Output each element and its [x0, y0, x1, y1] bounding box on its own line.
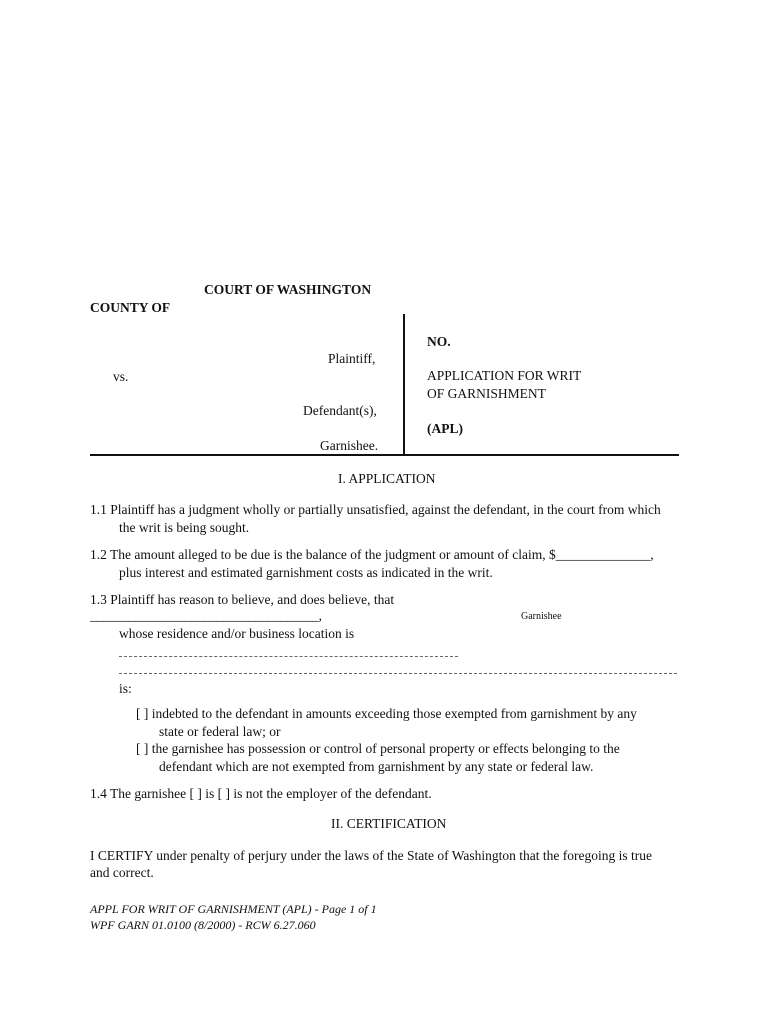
residence-label: whose residence and/or business location is	[119, 626, 355, 641]
option-possession-line2: defendant which are not exempted from garnishment by any state or federal law.	[159, 759, 594, 774]
paragraph-1-2-line1: 1.2 The amount alleged to be due is the balance of the judgment or amount of claim, $______________,	[90, 547, 654, 562]
defendant-label: Defendant(s),	[303, 403, 377, 418]
footer-line1: APPL FOR WRIT OF GARNISHMENT (APL) - Page 1 of 1	[90, 902, 377, 916]
case-number-label: NO.	[427, 334, 451, 349]
paragraph-1-3: 1.3 Plaintiff has reason to believe, and does believe, that	[90, 592, 395, 607]
vs-label: vs.	[113, 369, 129, 384]
option-indebted-line1: [ ] indebted to the defendant in amounts exceeding those exempted from garnishment by any	[136, 706, 637, 721]
caption-divider-horizontal	[90, 454, 679, 456]
court-title: COURT OF WASHINGTON	[204, 282, 372, 297]
certification-line1: I CERTIFY under penalty of perjury under the laws of the State of Washington that the foregoing is true	[90, 848, 652, 863]
certification-line2: and correct.	[90, 865, 154, 880]
county-label: COUNTY OF	[90, 300, 171, 315]
plaintiff-label: Plaintiff,	[328, 351, 376, 366]
paragraph-1-2-line2: plus interest and estimated garnishment costs as indicated in the writ.	[119, 565, 493, 580]
paragraph-1-4: 1.4 The garnishee [ ] is [ ] is not the employer of the defendant.	[90, 786, 432, 801]
section-certification-heading: II. CERTIFICATION	[331, 816, 447, 831]
address-line-2	[119, 673, 677, 674]
document-title-line1: APPLICATION FOR WRIT	[427, 368, 582, 383]
option-possession-line1: [ ] the garnishee has possession or control of personal property or effects belonging to the	[136, 741, 620, 756]
garnishee-blank-label: Garnishee	[521, 611, 562, 622]
paragraph-1-1-line1: 1.1 Plaintiff has a judgment wholly or partially unsatisfied, against the defendant, in the court from which	[90, 502, 661, 517]
is-label: is:	[119, 681, 132, 696]
address-line-1	[119, 656, 458, 657]
garnishee-caption-label: Garnishee.	[320, 438, 379, 453]
caption-divider-vertical	[403, 314, 405, 456]
option-indebted-line2: state or federal law; or	[159, 724, 281, 739]
document-title-line2: OF GARNISHMENT	[427, 386, 546, 401]
footer-line2: WPF GARN 01.0100 (8/2000) - RCW 6.27.060	[90, 918, 316, 932]
garnishee-name-blank: ____________________________________,	[90, 608, 322, 623]
section-application-heading: I. APPLICATION	[338, 471, 436, 486]
paragraph-1-1-line2: the writ is being sought.	[119, 520, 250, 535]
document-code: (APL)	[427, 421, 463, 436]
